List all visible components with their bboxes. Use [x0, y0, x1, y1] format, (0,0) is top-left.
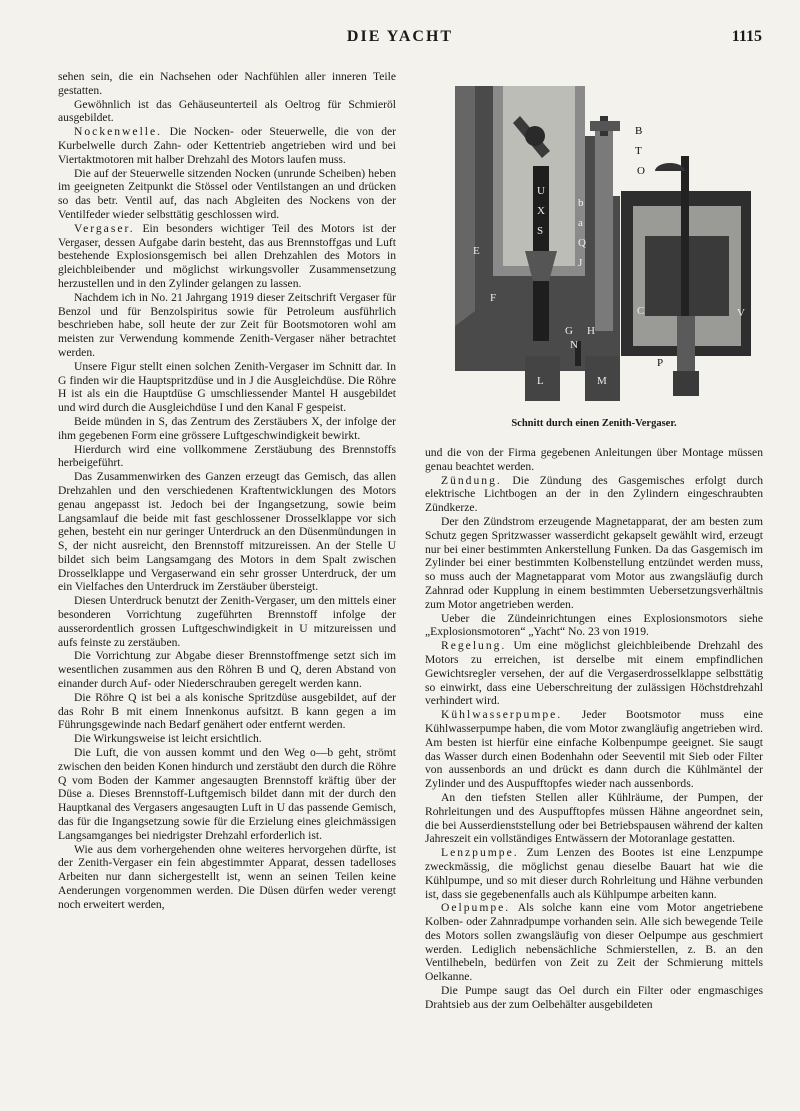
paragraph — [58, 360, 396, 415]
label-t: T — [635, 145, 642, 157]
page-number: 1115 — [731, 28, 762, 45]
label-c: C — [637, 305, 645, 317]
paragraph-text: Die auf der Steuerwelle sitzenden Nocken (unrunde Scheiben) heben im geeigneten Zeitpunkt die Stössel oder Ventilstangen an und drücken so das betr. Ventil auf, das nach Abgleiten des Nockens von der Ventilfeder wieder selbsttätig geschlossen wird. — [58, 166, 396, 221]
paragraph-text: Als solche kann eine vom Motor angetriebene Kolben- oder Zahnradpumpe vorhanden sein. Alle sich bewegende Teile des Motors sollen zwangsläufig von dieser Oelpumpe aus geschmiert werden. Lediglich nebensächliche Schmierstellen, z. B. an den Ventilhebeln, bedürfen von Zeit zu Zeit der Schmierung mittels Oelkanne. — [425, 901, 763, 984]
figure-caption: Schnitt durch einen Zenith-Vergaser. — [511, 418, 677, 429]
paragraph-text: Nachdem ich in No. 21 Jahrgang 1919 dieser Zeitschrift Vergaser für Benzol und für Benzolspiritus sowie für Petroleum ausführlich beschrieben habe, soll heute der zur Zeit für Bootsmotoren wohl am meisten zur Verwendung kommende Zenith-Vergaser näher betrachtet werden. — [58, 290, 396, 359]
label-h: H — [587, 325, 595, 337]
paragraph — [58, 470, 396, 594]
paragraph — [425, 901, 763, 984]
label-s: S — [537, 225, 544, 237]
label-v: V — [737, 307, 745, 319]
label-m: M — [597, 375, 607, 387]
label-f: F — [490, 292, 497, 304]
journal-title: DIE YACHT — [346, 28, 454, 45]
section-heading: Nockenwelle. — [74, 125, 163, 139]
paragraph — [58, 732, 396, 746]
carburetor-section-drawing — [445, 76, 757, 406]
section-heading: Zündung. — [441, 473, 502, 487]
paragraph — [58, 843, 396, 912]
paragraph-text: Ein besonders wichtiger Teil des Motors ist der Vergaser, dessen Aufgabe darin besteht, das aus Brennstoffgas und Luft bestehende Explosionsgemisch bei allen Drehzahlen des Motors in gleichbleibender und möglichst wirkungsvoller Zusammensetzung herzustellen und in den Zylinder gelangen zu lassen. — [58, 221, 396, 290]
paragraph-text: Zum Lenzen des Bootes ist eine Lenzpumpe zweckmässig, die möglichst genau dieselbe Bauart hat wie die Kühlpumpe, und so mit dieser durch Rohrleitung und Hähne verbunden ist, dass sie gegebenenfalls auch als Kühlpumpe arbeiten kann. — [425, 846, 763, 901]
label-a: a — [578, 217, 583, 229]
paragraph-text: Die Luft, die von aussen kommt und den Weg o—b geht, strömt zwischen den beiden Konen hindurch und zerstäubt den durch die Röhre Q vom Boden der Kammer angesaugten Brennstoff kräftig über der Düse a. Dieses Brennstoff-Luftgemisch bildet dann mit der durch den Hauptkanal des Vergasers angesaugten Luft in U das passende Gemisch, das für die Ingangsetzung sowie für die Erzielung eines gleichmässigen Langsamganges bei niedrigster Drehzahl erforderlich ist. — [58, 746, 396, 842]
label-u: U — [537, 185, 545, 197]
paragraph — [425, 474, 763, 515]
paragraph-text: Unsere Figur stellt einen solchen Zenith-Vergaser im Schnitt dar. In G finden wir die Hauptspritzdüse und in J die Ausgleichdüse. Die Röhre H ist als ein die Hauptdüse G umschliessender Mantel H ausgebildet und wird durch die Ausgleichdüse I und den Kanal F gespeist. — [58, 359, 396, 415]
paragraph — [425, 708, 763, 791]
label-j: J — [578, 257, 583, 269]
label-l: L — [537, 375, 544, 387]
section-heading: Regelung. — [441, 639, 507, 653]
paragraph-text: Das Zusammenwirken des Ganzen erzeugt das Gemisch, das allen Drehzahlen und den verschiedenen Kraftentwicklungen des Motors genau angepasst ist. Jedoch bei der Ingangsetzung, sowie beim Langsamlauf die beide mit fast geschlossener Drosselklappe vor sich gehen, besteht ein nur geringer Unterdruck an den Düsenmündungen in S, der nicht ausreicht, den Brennstoff mitzureissen. An der Stelle U bildet sich beim Langsamgang des Motors in dem Spalt zwischen Drosselklappe und Vergaserwand ein sehr grosser Unterdruck, der um ein Vielfaches den Unterdruck im Zerstäuber übersteigt. — [58, 470, 396, 594]
paragraph — [58, 98, 396, 126]
paragraph-text: Beide münden in S, das Zentrum des Zerstäubers X, der infolge der ihm gegebenen Form eine grössere Luftgeschwindigkeit bewirkt. — [58, 414, 396, 442]
label-b-small: b — [578, 197, 584, 209]
carburetor-figure — [445, 76, 757, 411]
paragraph — [58, 222, 396, 291]
paragraph-text: Die Röhre Q ist bei a als konische Spritzdüse ausgebildet, auf der das Rohr B mit einem Innenkonus aufsitzt. B kann gegen a im Führungsgewinde nach Bedarf genähert oder entfernt werden. — [58, 690, 396, 732]
paragraph — [58, 70, 396, 98]
paragraph — [58, 167, 396, 222]
paragraph — [425, 612, 763, 640]
paragraph-text: Wie aus dem vorhergehenden ohne weiteres hervorgehen dürfte, ist der Zenith-Vergaser ein fein abgestimmter Apparat, dessen tadelloses Arbeiten nur dann sichergestellt ist, wenn an seinen Teilen keine Aenderungen vorgenommen werden. Die Düsen dürfen weder verengt noch erweitert werden, — [58, 842, 396, 911]
paragraph-text: Die Zündung des Gasgemisches erfolgt durch elektrische Lichtbogen an der in den Zylindern eingeschraubten Zündkerze. — [425, 473, 763, 515]
paragraph — [58, 691, 396, 732]
section-heading: Lenzpumpe. — [441, 846, 519, 860]
label-n: N — [570, 339, 578, 351]
paragraph — [425, 639, 763, 708]
paragraph-text: An den tiefsten Stellen aller Kühlräume, der Pumpen, der Rohrleitungen und des Auspufftopfes müssen Hähne angeordnet sein, die bei Ausserdienststellung oder bei Betriebspausen während der kalten Jahreszeit ein vollständiges Entwässern der Motoranlage gestatten. — [425, 790, 763, 846]
paragraph — [425, 984, 763, 1012]
paragraph-text: sehen sein, die ein Nachsehen oder Nachfühlen aller inneren Teile gestatten. — [58, 70, 396, 97]
left-column — [58, 70, 396, 912]
paragraph-text: Um eine möglichst gleichbleibende Drehzahl des Motors zu erreichen, ist derselbe mit einem empfindlichen Gewichtsregler versehen, der auf die Vergaserdrosselklappe selbsttätig so einwirkt, dass eine Ueberschreitung der zulässigen Höchstdrehzahl verhindert wird. — [425, 639, 763, 708]
label-x: X — [537, 205, 545, 217]
paragraph-text: Die Pumpe saugt das Oel durch ein Filter oder engmaschiges Drahtsieb aus der zum Oelbehälter ausgebildeten — [425, 984, 763, 1011]
paragraph — [425, 846, 763, 901]
paragraph-text: Die Nocken- oder Steuerwelle, die von der Kurbelwelle durch Zahn- oder Kettentrieb angetrieben wird und bei Viertaktmotoren mit halber Drehzahl des Motors laufen muss. — [58, 125, 396, 166]
section-heading: Oelpumpe. — [441, 901, 511, 915]
paragraph-text: und die von der Firma gegebenen Anleitungen über Montage müssen genau beachtet werden. — [425, 446, 763, 473]
page-header — [0, 28, 800, 52]
paragraph — [58, 594, 396, 649]
label-p: P — [657, 357, 664, 369]
label-b: B — [635, 125, 643, 137]
paragraph-text: Der den Zündstrom erzeugende Magnetapparat, der am besten zum Schutz gegen Spritzwasser wasserdicht gekapselt gewählt wird, erzeugt nur bei einer bestimmten Ankerstellung Funken. Da das Gasgemisch im Zylinder bei einer bestimmten Kolbenstellung entzündet werden muss, so muss auch der Magnetapparat vom Motor aus zwangsläufig durch Zahnrad oder Kupplung in einem bestimmten Uebersetzungsverhältnis zum Motor angetrieben werden. — [425, 514, 763, 611]
paragraph — [58, 125, 396, 166]
paragraph — [425, 515, 763, 612]
paragraph — [425, 791, 763, 846]
paragraph-text: Gewöhnlich ist das Gehäuseunterteil als Oeltrog für Schmieröl ausgebildet. — [58, 97, 396, 125]
paragraph-text: Die Wirkungsweise ist leicht ersichtlich. — [74, 732, 262, 746]
label-q: Q — [578, 237, 586, 249]
paragraph — [58, 649, 396, 690]
section-heading: Kühlwasserpumpe. — [441, 708, 563, 722]
paragraph-text: Diesen Unterdruck benutzt der Zenith-Vergaser, um den mittels einer besonderen Vorrichtung zugeführten Brennstoff infolge der ausserordentlich grossen Luftgeschwindigkeit in U mitzureissen und aufs feinste zu zerstäuben. — [58, 594, 396, 649]
paragraph-text: Hierdurch wird eine vollkommene Zerstäubung des Brennstoffs herbeigeführt. — [58, 442, 396, 470]
paragraph — [58, 291, 396, 360]
paragraph — [58, 415, 396, 443]
right-column — [425, 446, 763, 1012]
paragraph-text: Ueber die Zündeinrichtungen eines Explosionsmotors siehe „Explosionsmotoren“ „Yacht“ No. 23 von 1919. — [425, 611, 763, 639]
label-g: G — [565, 325, 573, 337]
paragraph-text: Die Vorrichtung zur Abgabe dieser Brennstoffmenge setzt sich im wesentlichen zusammen aus den Röhren B und Q, deren Abstand von einander durch Auf- oder Niederschrauben geregelt werden kann. — [58, 649, 396, 691]
label-o: O — [637, 165, 645, 177]
paragraph-text: Jeder Bootsmotor muss eine Kühlwasserpumpe haben, die vom Motor zwangläufig angetrieben wird. Am besten ist hierfür eine einfache Kolbenpumpe geeignet. Sie saugt das Wasser durch einen Bodenhahn oder Seeventil mit Sieb oder Filter von aussenbords an und drückt es dann durch die Kühlmäntel der Zylinder und des Auspufftopfes wieder nach aussenbords. — [425, 708, 763, 791]
paragraph — [58, 746, 396, 843]
paragraph — [425, 446, 763, 474]
paragraph — [58, 443, 396, 471]
label-e: E — [473, 245, 480, 257]
section-heading: Vergaser. — [74, 221, 135, 235]
